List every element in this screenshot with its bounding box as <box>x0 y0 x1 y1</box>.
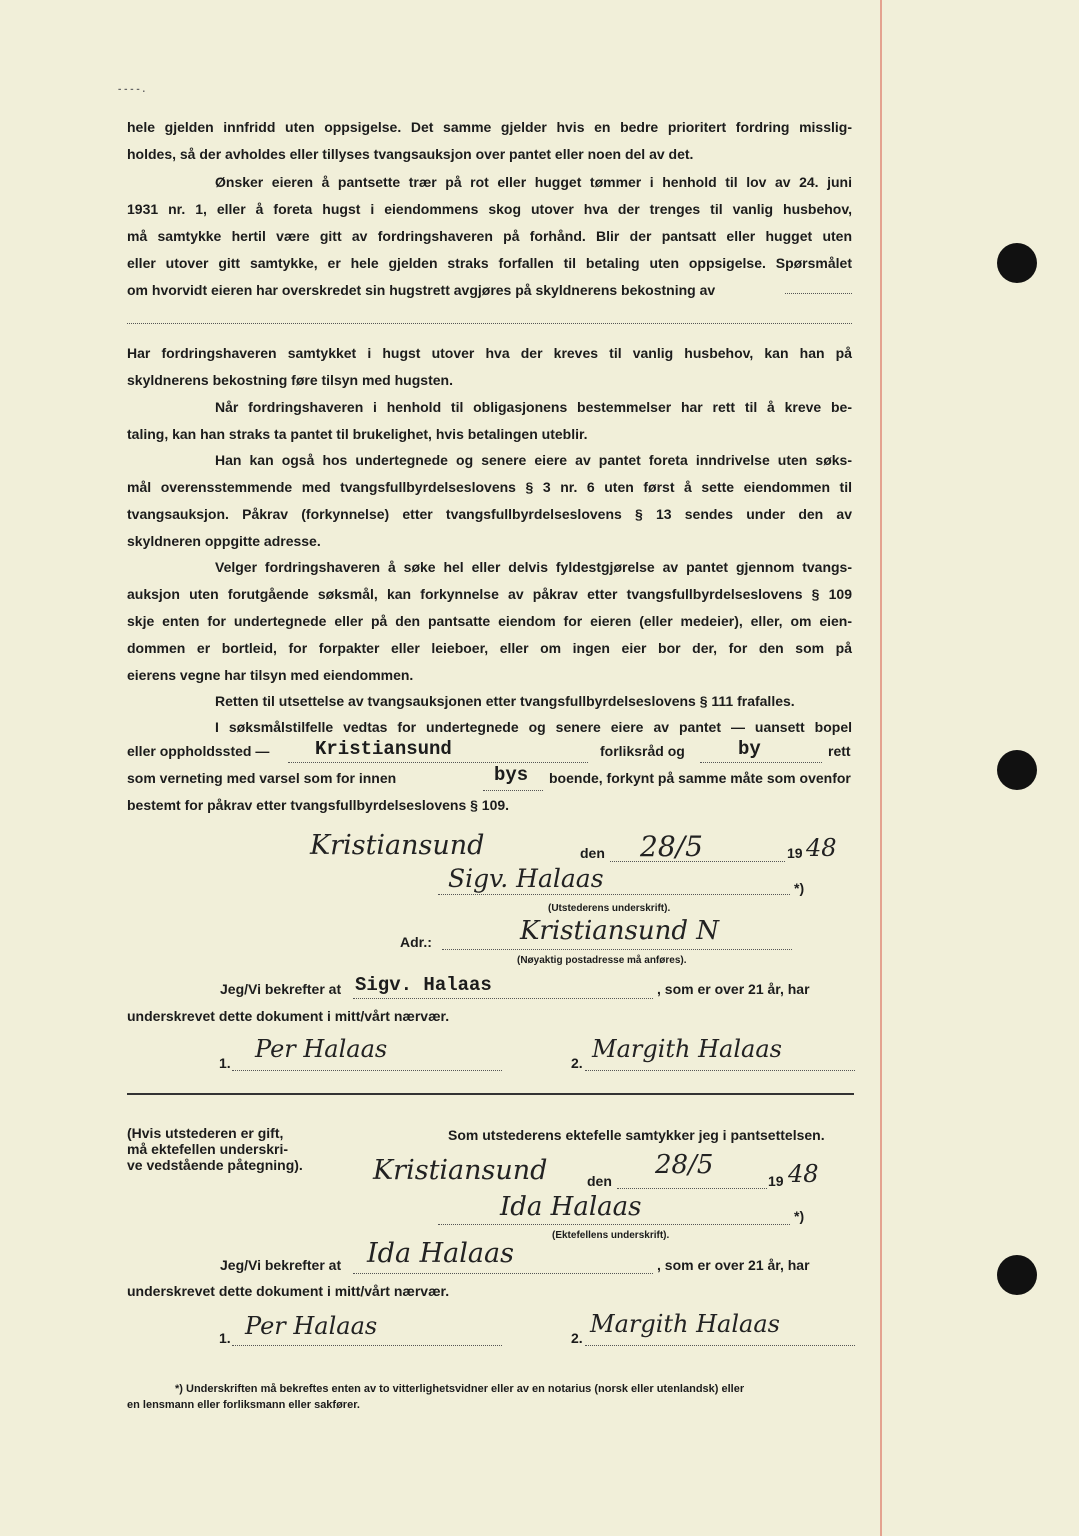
witness1-line2: underskrevet dette dokument i mitt/vårt nærvær. <box>127 1008 450 1024</box>
venue-place: Kristiansund <box>315 738 452 760</box>
signing-place: Kristiansund <box>310 830 485 861</box>
supervision-paragraph: Har fordringshaveren samtykket i hugst utover hva der kreves til vanlig husbehov, kan han på skyldnerens bekostning føre tilsyn med hugsten. <box>127 345 852 388</box>
usage-paragraph: Når fordringshaveren i henhold til obligasjonens bestemmelser har rett til å kreve be- taling, kan han straks ta pantet til brukelighet, hvis betalingen uteblir. <box>127 399 852 442</box>
venue-l4: bestemt for påkrav etter tvangsfullbyrdelseslovens § 109. <box>127 797 510 813</box>
witness2-line2: underskrevet dette dokument i mitt/vårt nærvær. <box>127 1283 450 1299</box>
punch-hole <box>997 1255 1037 1295</box>
spouse-signature: Ida Halaas <box>500 1192 642 1222</box>
spouse-caption: (Ektefellens underskrift). <box>552 1230 670 1241</box>
spouse-footnote-mark: *) <box>794 1208 805 1224</box>
blank-line <box>585 1345 855 1346</box>
venue-mid: forliksråd og <box>600 743 685 759</box>
collection-paragraph: Han kan også hos undertegnede og senere eiere av pantet foreta inndrivelse uten søks- mål overensstemmende med tvangsfullbyrdelseslovens § 3 nr. 6 uten først å sette eiendommen til tvangsauksjon. Påkrav (forkynnelse) etter tvangsfullbyrdelseslovens § 13 sendes under den av skyldneren oppgitte adresse. <box>127 452 852 549</box>
blank-line <box>127 323 852 324</box>
blank-line <box>288 762 588 763</box>
witness1-w1: Per Halaas <box>255 1035 388 1063</box>
issuer-address: Kristiansund N <box>520 916 720 946</box>
address-caption: (Nøyaktig postadresse må anføres). <box>517 955 687 966</box>
signing-den: den <box>580 845 605 861</box>
signing-year: 48 <box>806 834 837 862</box>
section-divider <box>127 1093 854 1095</box>
witness2-w1: Per Halaas <box>245 1312 378 1340</box>
forest-paragraph: Ønsker eieren å pantsette trær på rot eller hugget tømmer i henhold til lov av 24. juni 1931 nr. 1, eller å foreta hugst i eiendommens skog utover hva der trenges til vanlig husbehov, må samtykke hertil være gitt av fordringshaveren på forhånd. Blir der pantsatt eller hugget uten eller utover gitt samtykke, er hele gjelden straks forfallen til betaling uten oppsigelse. Spørsmålet om hvorvidt eieren har overskredet sin hugstrett avgjøres på skyldnerens bekostning av <box>127 174 852 298</box>
intro-paragraph: hele gjelden innfridd uten oppsigelse. Det samme gjelder hvis en bedre prioritert fordring misslig- holdes, så der avholdes eller tillyses tvangsauksjon over pantet eller noen del av det. <box>127 119 852 162</box>
venue-prefix: eller oppholdssted — <box>127 743 270 759</box>
postpone-paragraph: Retten til utsettelse av tvangsauksjonen etter tvangsfullbyrdelseslovens § 111 frafalles. <box>215 693 795 709</box>
spouse-date: 28/5 <box>655 1150 714 1180</box>
witness2-confirm-prefix: Jeg/Vi bekrefter at <box>220 1257 342 1273</box>
auction-paragraph: Velger fordringshaveren å søke hel eller delvis fyldestgjørelse av pantet gjennom tvangs- auksjon uten forutgående søksmål, kan forkynnelse av påkrav etter tvangsfullbyrdelseslovens § 109 skje enten for undertegnede eller på den pantsatte eiendom for eieren (eller medeier), eller, om eien- dommen er bortleid, for forpakter eller leieboer, eller om ingen eier bor der, for den som på eierens vegne har tilsyn med eiendommen. <box>127 559 852 683</box>
punch-hole <box>997 750 1037 790</box>
blank-line <box>232 1070 502 1071</box>
witness2-n1: 1. <box>219 1330 231 1346</box>
blank-line <box>700 762 822 763</box>
signing-date: 28/5 <box>640 830 703 863</box>
blank-line <box>353 1273 653 1274</box>
witness1-n2: 2. <box>571 1055 583 1071</box>
witness2-n2: 2. <box>571 1330 583 1346</box>
witness2-name: Ida Halaas <box>367 1238 514 1269</box>
corner-mark: - - - - . <box>118 84 146 95</box>
signature-caption: (Utstederens underskrift). <box>548 903 671 914</box>
signature-footnote-mark: *) <box>794 880 805 896</box>
venue-l3-suffix: boende, forkynt på samme måte som ovenfor <box>549 770 851 786</box>
signature-line <box>438 894 790 895</box>
address-line <box>442 949 792 950</box>
margin-line <box>880 0 882 1536</box>
spouse-consent: Som utstederens ektefelle samtykker jeg i pantsettelsen. <box>448 1127 825 1143</box>
punch-hole <box>997 243 1037 283</box>
blank-line <box>617 1188 767 1189</box>
blank-line <box>232 1345 502 1346</box>
blank-line <box>785 293 852 294</box>
spouse-den: den <box>587 1173 612 1189</box>
venue-l3-prefix: som verneting med varsel som for innen <box>127 770 397 786</box>
witness2-confirm-suffix: , som er over 21 år, har <box>657 1257 810 1273</box>
blank-line <box>353 998 653 999</box>
footnote: *) Underskriften må bekreftes enten av to vitterlighetsvidner eller av en notarius (norsk eller utenlandsk) eller en lensmann eller forliksmann eller sakfører. <box>127 1383 745 1411</box>
signature-line <box>438 1224 790 1225</box>
spouse-place: Kristiansund <box>373 1155 548 1186</box>
witness1-w2: Margith Halaas <box>592 1035 782 1063</box>
blank-line <box>585 1070 855 1071</box>
venue-suffix: rett <box>828 743 851 759</box>
spouse-year: 48 <box>788 1160 819 1188</box>
signing-year-prefix: 19 <box>787 845 803 861</box>
witness1-n1: 1. <box>219 1055 231 1071</box>
witness1-name: Sigv. Halaas <box>355 974 492 996</box>
venue-paragraph: I søksmålstilfelle vedtas for undertegnede og senere eiere av pantet — uansett bopel <box>215 719 852 735</box>
issuer-signature: Sigv. Halaas <box>448 864 604 893</box>
spouse-note: (Hvis utstederen er gift, må ektefellen underskri- ve vedstående påtegning). <box>127 1125 303 1173</box>
blank-line <box>483 790 543 791</box>
witness2-w2: Margith Halaas <box>590 1310 780 1338</box>
witness1-confirm-prefix: Jeg/Vi bekrefter at <box>220 981 342 997</box>
address-label: Adr.: <box>400 934 432 950</box>
witness1-confirm-suffix: , som er over 21 år, har <box>657 981 810 997</box>
venue-court: by <box>738 738 761 760</box>
venue-residence: bys <box>494 764 529 786</box>
spouse-year-prefix: 19 <box>768 1173 784 1189</box>
